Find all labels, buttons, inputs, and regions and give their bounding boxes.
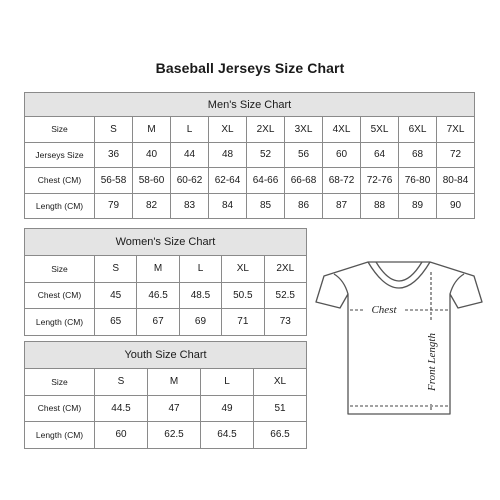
size-header-cell: 7XL: [437, 117, 475, 143]
row-label: Size: [25, 369, 95, 396]
page-title: Baseball Jerseys Size Chart: [155, 60, 345, 76]
table-cell: 62.5: [148, 422, 201, 449]
row-label: Length (CM): [25, 309, 95, 336]
mens-size-table: [24, 92, 475, 219]
table-cell: 72: [437, 142, 475, 168]
table-cell: 84: [209, 193, 247, 219]
size-header-cell: 2XL: [247, 117, 285, 143]
table-row: [25, 309, 307, 336]
table-cell: 79: [95, 193, 133, 219]
table-cell: 71: [222, 309, 264, 336]
table-cell: 52: [247, 142, 285, 168]
table-cell: 60: [323, 142, 361, 168]
table-cell: 69: [179, 309, 221, 336]
table-cell: 58-60: [133, 168, 171, 194]
size-header-cell: M: [133, 117, 171, 143]
table-cell: 47: [148, 395, 201, 422]
table-cell: 40: [133, 142, 171, 168]
table-cell: 52.5: [264, 282, 306, 309]
womens-table-caption: Women's Size Chart: [25, 229, 307, 256]
table-row: [25, 282, 307, 309]
table-cell: 49: [201, 395, 254, 422]
row-label: Size: [25, 117, 95, 143]
table-cell: 87: [323, 193, 361, 219]
size-header-cell: 3XL: [285, 117, 323, 143]
size-header-cell: 6XL: [399, 117, 437, 143]
jersey-diagram: [314, 258, 486, 418]
size-header-cell: L: [171, 117, 209, 143]
size-header-cell: 2XL: [264, 256, 306, 283]
table-cell: 64: [361, 142, 399, 168]
size-header-cell: S: [95, 369, 148, 396]
table-cell: 90: [437, 193, 475, 219]
row-label: Length (CM): [25, 193, 95, 219]
table-cell: 62-64: [209, 168, 247, 194]
mens-table-caption: Men's Size Chart: [25, 93, 475, 117]
row-label: Chest (CM): [25, 282, 95, 309]
table-cell: 72-76: [361, 168, 399, 194]
jersey-outline: [316, 262, 482, 414]
table-cell: 86: [285, 193, 323, 219]
table-cell: 73: [264, 309, 306, 336]
table-cell: 83: [171, 193, 209, 219]
table-cell: 56: [285, 142, 323, 168]
table-cell: 48: [209, 142, 247, 168]
size-header-cell: S: [95, 256, 137, 283]
youth-size-table: [24, 341, 307, 449]
table-cell: 66.5: [254, 422, 307, 449]
table-cell: 85: [247, 193, 285, 219]
table-cell: 60-62: [171, 168, 209, 194]
table-cell: 89: [399, 193, 437, 219]
table-cell: 60: [95, 422, 148, 449]
table-cell: 45: [95, 282, 137, 309]
row-label: Length (CM): [25, 422, 95, 449]
table-row: [25, 168, 475, 194]
size-header-cell: 4XL: [323, 117, 361, 143]
size-header-cell: M: [148, 369, 201, 396]
table-cell: 68-72: [323, 168, 361, 194]
table-cell: 50.5: [222, 282, 264, 309]
womens-size-table: [24, 228, 307, 336]
table-row: [25, 395, 307, 422]
table-cell: 56-58: [95, 168, 133, 194]
row-label: Chest (CM): [25, 168, 95, 194]
table-row: [25, 193, 475, 219]
table-cell: 76-80: [399, 168, 437, 194]
front-length-label: Front Length: [426, 333, 438, 391]
size-header-cell: S: [95, 117, 133, 143]
table-row: [25, 256, 307, 283]
table-cell: 88: [361, 193, 399, 219]
table-cell: 44: [171, 142, 209, 168]
table-cell: 64.5: [201, 422, 254, 449]
size-header-cell: 5XL: [361, 117, 399, 143]
row-label: Chest (CM): [25, 395, 95, 422]
table-cell: 65: [95, 309, 137, 336]
table-row: [25, 422, 307, 449]
table-cell: 48.5: [179, 282, 221, 309]
table-row: [25, 117, 475, 143]
table-cell: 82: [133, 193, 171, 219]
size-header-cell: L: [179, 256, 221, 283]
size-header-cell: XL: [222, 256, 264, 283]
row-label: Size: [25, 256, 95, 283]
table-cell: 46.5: [137, 282, 179, 309]
table-cell: 44.5: [95, 395, 148, 422]
table-row: [25, 369, 307, 396]
table-cell: 64-66: [247, 168, 285, 194]
table-cell: 67: [137, 309, 179, 336]
chest-label: Chest: [371, 304, 397, 316]
table-cell: 80-84: [437, 168, 475, 194]
size-header-cell: L: [201, 369, 254, 396]
table-cell: 68: [399, 142, 437, 168]
table-cell: 66-68: [285, 168, 323, 194]
size-header-cell: XL: [254, 369, 307, 396]
table-row: [25, 142, 475, 168]
size-header-cell: XL: [209, 117, 247, 143]
youth-table-caption: Youth Size Chart: [25, 342, 307, 369]
table-cell: 51: [254, 395, 307, 422]
row-label: Jerseys Size: [25, 142, 95, 168]
table-cell: 36: [95, 142, 133, 168]
size-header-cell: M: [137, 256, 179, 283]
